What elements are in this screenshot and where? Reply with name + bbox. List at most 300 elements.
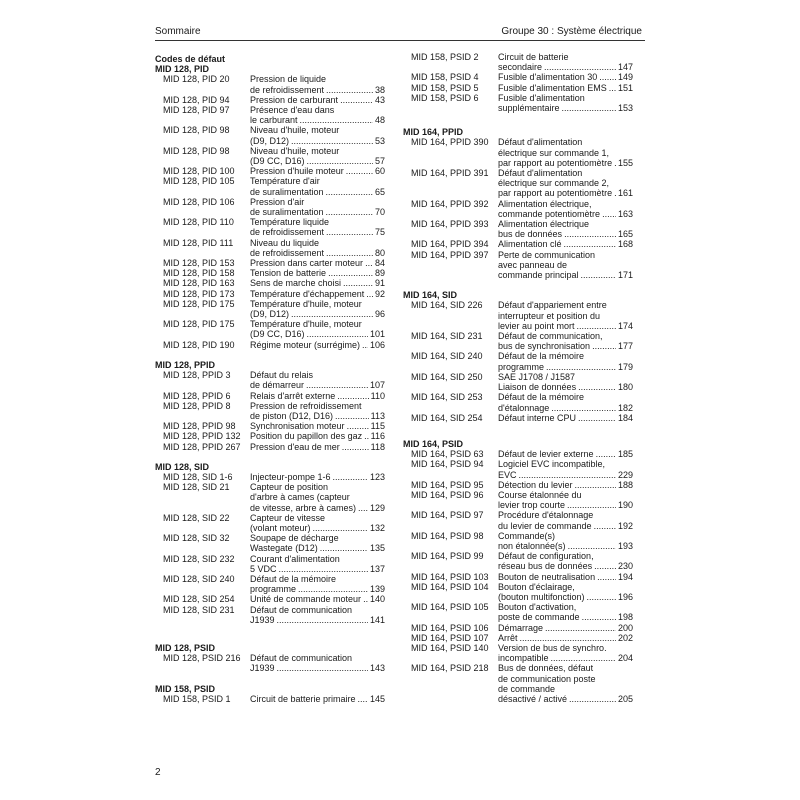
- dot-leader: [596, 449, 616, 459]
- entry-text: de refroidissement: [250, 84, 325, 95]
- entry-text: secondaire: [498, 62, 543, 73]
- entry-line: [498, 500, 633, 510]
- entry-text: désactivé / activé: [498, 693, 568, 704]
- entry-text: par rapport au potentiomètre: [498, 157, 613, 168]
- entry-code: MID 164, PSID 95: [411, 479, 484, 490]
- toc-entry: [403, 602, 633, 622]
- dot-leader: [326, 227, 373, 237]
- dot-leader: [358, 503, 368, 513]
- entry-line: [498, 561, 633, 571]
- entry-line: Défaut du relais: [250, 370, 314, 381]
- entry-description: [498, 351, 633, 371]
- entry-description: [250, 653, 385, 673]
- entry-page: 168: [617, 239, 633, 250]
- entry-code: MID 128, PID 175: [163, 319, 235, 330]
- entry-page: 151: [617, 82, 633, 93]
- entry-line: Capteur de vitesse: [250, 512, 326, 523]
- entry-code: MID 128, PPID 98: [163, 421, 236, 432]
- entry-code: MID 128, PID 110: [163, 217, 234, 228]
- entry-line: [250, 472, 385, 482]
- entry-line: [498, 480, 633, 490]
- entry-page: 70: [374, 207, 385, 218]
- entry-line: [250, 584, 385, 594]
- entry-description: [250, 95, 385, 105]
- toc-entry: [403, 137, 633, 168]
- entry-line: interrupteur et position du: [498, 310, 601, 321]
- entry-line: de commande: [498, 683, 556, 694]
- dot-leader: [300, 115, 373, 125]
- entry-code: MID 128, PID 98: [163, 125, 230, 136]
- entry-line: Pression de liquide: [250, 74, 327, 85]
- dot-leader: [326, 248, 373, 258]
- entry-line: [498, 341, 633, 351]
- toc-entry: [155, 370, 385, 390]
- entry-description: [498, 531, 633, 551]
- entry-line: [250, 289, 385, 299]
- entry-code: MID 128, PID 20: [163, 74, 230, 85]
- entry-text: (volant moteur): [250, 522, 311, 533]
- toc-entry: [155, 653, 385, 673]
- toc-entry: [155, 594, 385, 604]
- entry-line: [498, 653, 633, 663]
- entry-line: Défaut de communication: [250, 653, 353, 664]
- entry-line: Défaut d'alimentation: [498, 137, 583, 148]
- entry-page: 174: [617, 320, 633, 331]
- dot-leader: [575, 480, 616, 490]
- dot-leader: [602, 209, 616, 219]
- entry-code: MID 164, PSID 105: [411, 602, 489, 613]
- toc-entry: [155, 217, 385, 237]
- entry-description: [498, 602, 633, 622]
- dot-leader: [364, 431, 369, 441]
- entry-description: [250, 176, 385, 196]
- entry-text: Unité de commande moteur: [250, 594, 362, 605]
- entry-line: Niveau d'huile, moteur: [250, 125, 340, 136]
- entry-page: 149: [617, 72, 633, 83]
- entry-page: 196: [617, 591, 633, 602]
- toc-entry: [403, 663, 633, 704]
- section-heading: MID 164, SID: [403, 290, 458, 301]
- entry-page: 129: [369, 502, 385, 513]
- toc-entry: [403, 510, 633, 530]
- entry-page: 84: [374, 258, 385, 269]
- entry-text: Tension de batterie: [250, 268, 327, 279]
- entry-code: MID 128, PID 153: [163, 258, 235, 269]
- dot-leader: [582, 612, 616, 622]
- toc-entry: [403, 239, 633, 249]
- entry-line: Défaut de communication: [250, 604, 353, 615]
- dot-leader: [594, 521, 616, 531]
- dot-leader: [340, 95, 373, 105]
- entry-line: [250, 663, 385, 673]
- entry-text: non étalonnée(s): [498, 540, 566, 551]
- entry-line: Température d'huile, moteur: [250, 298, 362, 309]
- entry-line: [498, 62, 633, 72]
- entry-text: bus de données: [498, 229, 563, 240]
- entry-text: Démarrage: [498, 622, 544, 633]
- entry-code: MID 164, PSID 103: [411, 571, 489, 582]
- entry-page: 155: [617, 157, 633, 168]
- entry-text: supplémentaire: [498, 103, 560, 114]
- dot-leader: [307, 156, 373, 166]
- entry-description: [498, 582, 633, 602]
- dot-leader: [599, 72, 616, 82]
- entry-line: [498, 572, 633, 582]
- dot-leader: [519, 470, 616, 480]
- dot-leader: [564, 229, 616, 239]
- toc-entry: [403, 300, 633, 331]
- entry-description: [498, 510, 633, 530]
- entry-code: MID 128, PID 98: [163, 145, 230, 156]
- entry-code: MID 164, PSID 98: [411, 530, 484, 541]
- toc-entry: [155, 340, 385, 350]
- entry-page: 38: [374, 84, 385, 95]
- entry-page: 89: [374, 268, 385, 279]
- dot-leader: [363, 594, 368, 604]
- dot-leader: [544, 62, 616, 72]
- section-heading: MID 164, PPID: [403, 127, 464, 138]
- entry-text: J1939: [250, 614, 275, 625]
- toc-entry: [155, 431, 385, 441]
- entry-description: [498, 392, 633, 412]
- entry-code: MID 128, SID 232: [163, 553, 235, 564]
- toc-entry: [155, 74, 385, 94]
- entry-line: [498, 612, 633, 622]
- entry-line: Capteur de position: [250, 482, 329, 493]
- entry-line: [498, 449, 633, 459]
- entry-page: 193: [617, 540, 633, 551]
- entry-line: [498, 521, 633, 531]
- entry-line: [250, 329, 385, 339]
- dot-leader: [551, 653, 616, 663]
- toc-entry: [155, 421, 385, 431]
- entry-line: [498, 270, 633, 280]
- entry-code: MID 128, PID 106: [163, 196, 235, 207]
- entry-line: Procédure d'étalonnage: [498, 510, 594, 521]
- dot-leader: [366, 289, 373, 299]
- entry-text: Fusible d'alimentation EMS: [498, 82, 607, 93]
- entry-line: [250, 523, 385, 533]
- entry-text: Défaut de levier externe: [498, 449, 594, 460]
- entry-line: Commande(s): [498, 530, 556, 541]
- entry-code: MID 128, PID 111: [163, 237, 234, 248]
- entry-line: [250, 227, 385, 237]
- entry-page: 200: [617, 622, 633, 633]
- entry-line: [250, 340, 385, 350]
- entry-line: Pression d'air: [250, 196, 305, 207]
- entry-text: de refroidissement: [250, 227, 325, 238]
- dot-leader: [362, 340, 368, 350]
- entry-line: [250, 543, 385, 553]
- toc-entry: [403, 633, 633, 643]
- entry-page: 188: [617, 479, 633, 490]
- entry-code: MID 158, PSID 4: [411, 72, 479, 83]
- entry-text: de suralimentation: [250, 207, 324, 218]
- entry-description: [250, 238, 385, 258]
- entry-page: 230: [617, 561, 633, 572]
- dot-leader: [279, 564, 368, 574]
- entry-line: Défaut d'alimentation: [498, 168, 583, 179]
- entry-page: 60: [374, 166, 385, 177]
- dot-leader: [594, 561, 616, 571]
- entry-page: 147: [617, 62, 633, 73]
- toc-entry: [403, 52, 633, 72]
- entry-line: de communication poste: [498, 673, 596, 684]
- dot-leader: [551, 403, 616, 413]
- entry-text: du levier de commande: [498, 520, 592, 531]
- entry-page: 190: [617, 500, 633, 511]
- entry-text: J1939: [250, 663, 275, 674]
- toc-entry: [155, 299, 385, 319]
- entry-line: Présence d'eau dans: [250, 105, 335, 116]
- dot-leader: [568, 541, 616, 551]
- entry-line: Niveau du liquide: [250, 237, 320, 248]
- entry-page: 205: [617, 693, 633, 704]
- entry-code: MID 128, SID 254: [163, 594, 235, 605]
- entry-text: Pression dans carter moteur: [250, 258, 364, 269]
- entry-line: Logiciel EVC incompatible,: [498, 459, 606, 470]
- entry-line: [250, 694, 385, 704]
- toc-entry: [403, 449, 633, 459]
- entry-code: MID 164, SID 250: [411, 371, 483, 382]
- entry-line: Pression de refroidissement: [250, 400, 362, 411]
- entry-text: Régime moteur (surrégime): [250, 339, 361, 350]
- section-heading: MID 128, PPID: [155, 359, 216, 370]
- entry-line: Bouton d'éclairage,: [498, 581, 575, 592]
- dot-leader: [326, 85, 373, 95]
- entry-line: [250, 503, 385, 513]
- entry-page: 139: [369, 584, 385, 595]
- entry-line: [250, 115, 385, 125]
- entry-description: [498, 572, 633, 582]
- dot-leader: [326, 207, 373, 217]
- toc-entry: [403, 643, 633, 663]
- entry-description: [498, 663, 633, 704]
- entry-description: [498, 239, 633, 249]
- entry-description: [250, 278, 385, 288]
- entry-code: MID 128, PPID 267: [163, 441, 241, 452]
- entry-page: 194: [617, 571, 633, 582]
- section-heading: MID 158, PSID: [155, 683, 216, 694]
- entry-text: de vitesse, arbre à cames): [250, 502, 357, 513]
- entry-page: 198: [617, 612, 633, 623]
- entry-code: MID 128, PPID 132: [163, 431, 241, 442]
- toc-entry: [155, 125, 385, 145]
- dot-leader: [545, 623, 616, 633]
- toc-entry: [155, 574, 385, 594]
- entry-code: MID 164, PPID 394: [411, 239, 489, 250]
- entry-code: MID 128, SID 240: [163, 573, 235, 584]
- toc-entry: [155, 513, 385, 533]
- entry-description: [250, 258, 385, 268]
- entry-text: Alimentation clé: [498, 239, 562, 250]
- entry-line: électrique sur commande 1,: [498, 147, 610, 158]
- entry-description: [498, 72, 633, 82]
- entry-code: MID 128, PID 97: [163, 105, 230, 116]
- entry-code: MID 158, PSID 6: [411, 92, 479, 103]
- entry-line: Température d'air: [250, 176, 320, 187]
- entry-line: [498, 209, 633, 219]
- entry-description: [250, 554, 385, 574]
- entry-page: 65: [374, 186, 385, 197]
- entry-text: Détection du levier: [498, 479, 573, 490]
- entry-page: 182: [617, 402, 633, 413]
- toc-entry: [155, 554, 385, 574]
- entry-line: [250, 442, 385, 452]
- entry-code: MID 164, PSID 218: [411, 663, 489, 674]
- entry-line: SAE J1708 / J1587: [498, 371, 576, 382]
- entry-description: [498, 449, 633, 459]
- entry-code: MID 164, PPID 397: [411, 249, 489, 260]
- entry-description: [498, 93, 633, 113]
- entry-text: Défaut interne CPU: [498, 412, 577, 423]
- entry-code: MID 128, SID 1-6: [163, 471, 233, 482]
- entry-code: MID 128, SID 21: [163, 482, 230, 493]
- entry-line: [498, 382, 633, 392]
- entry-code: MID 128, PID 163: [163, 278, 235, 289]
- toc-entry: [155, 146, 385, 166]
- entry-text: Liaison de données: [498, 382, 577, 393]
- section-heading: Codes de défaut: [155, 54, 226, 64]
- entry-text: le carburant: [250, 115, 298, 126]
- entry-code: MID 164, SID 231: [411, 331, 483, 342]
- entry-description: [498, 643, 633, 663]
- entry-code: MID 128, PPID 8: [163, 400, 231, 411]
- entry-line: Circuit de batterie: [498, 52, 569, 62]
- entry-page: 91: [374, 278, 385, 289]
- entry-page: 96: [374, 309, 385, 320]
- dot-leader: [326, 187, 373, 197]
- toc-entry: [155, 391, 385, 401]
- entry-line: Version de bus de synchro.: [498, 642, 607, 653]
- entry-page: 116: [370, 431, 385, 442]
- entry-text: (D9 CC, D16): [250, 329, 305, 340]
- entry-code: MID 164, PPID 393: [411, 219, 489, 230]
- entry-description: [498, 480, 633, 490]
- entry-description: [498, 413, 633, 423]
- entry-page: 115: [370, 421, 385, 432]
- entry-page: 177: [617, 341, 633, 352]
- entry-text: Bouton de neutralisation: [498, 571, 596, 582]
- dot-leader: [298, 584, 368, 594]
- entry-description: [498, 168, 633, 199]
- dot-leader: [578, 382, 616, 392]
- entry-page: 43: [374, 94, 385, 105]
- entry-line: [250, 85, 385, 95]
- entry-description: [498, 633, 633, 643]
- toc-entry: [155, 166, 385, 176]
- dot-leader: [358, 694, 368, 704]
- toc-entry: [155, 95, 385, 105]
- entry-code: MID 164, PPID 392: [411, 198, 489, 209]
- entry-page: 107: [369, 380, 385, 391]
- entry-page: 123: [369, 471, 385, 482]
- entry-line: [250, 380, 385, 390]
- dot-leader: [614, 158, 616, 168]
- entry-line: [250, 564, 385, 574]
- entry-page: 204: [617, 653, 633, 664]
- entry-text: Synchronisation moteur: [250, 421, 345, 432]
- toc-entry: [403, 199, 633, 219]
- entry-description: [250, 482, 385, 513]
- entry-text: par rapport au potentiomètre: [498, 188, 613, 199]
- entry-description: [250, 370, 385, 390]
- entry-description: [498, 250, 633, 281]
- entry-text: (D9, D12): [250, 135, 290, 146]
- dot-leader: [291, 136, 373, 146]
- entry-line: [498, 403, 633, 413]
- entry-page: 48: [374, 115, 385, 126]
- entry-text: commande potentiomètre: [498, 208, 601, 219]
- entry-text: (bouton multifonction): [498, 591, 585, 602]
- entry-description: [250, 166, 385, 176]
- toc-entry: [155, 482, 385, 513]
- section-heading: MID 128, SID: [155, 461, 210, 472]
- toc-entry: [155, 238, 385, 258]
- entry-code: MID 158, PSID 5: [411, 82, 479, 93]
- entry-description: [498, 490, 633, 510]
- entry-code: MID 128, PID 94: [163, 94, 230, 105]
- entry-page: 140: [369, 594, 385, 605]
- entry-text: Pression de carburant: [250, 94, 339, 105]
- toc-entry: [155, 472, 385, 482]
- entry-line: [250, 615, 385, 625]
- entry-text: Injecteur-pompe 1-6: [250, 471, 331, 482]
- toc-entry: [155, 197, 385, 217]
- entry-text: levier trop courte: [498, 500, 566, 511]
- dot-leader: [546, 362, 616, 372]
- toc-entry: [403, 413, 633, 423]
- entry-description: [498, 219, 633, 239]
- toc-entry: [403, 459, 633, 479]
- entry-line: Défaut de communication,: [498, 331, 603, 342]
- entry-line: Perte de communication: [498, 249, 596, 260]
- toc-entry: [403, 331, 633, 351]
- entry-line: [250, 421, 385, 431]
- entry-code: MID 128, PID 105: [163, 176, 235, 187]
- entry-page: 192: [617, 520, 633, 531]
- entry-line: [250, 156, 385, 166]
- entry-description: [498, 137, 633, 168]
- dot-leader: [564, 239, 616, 249]
- toc-entry: [403, 168, 633, 199]
- dot-leader: [569, 694, 616, 704]
- entry-text: Température d'échappement: [250, 288, 365, 299]
- entry-line: Course étalonnée du: [498, 489, 582, 500]
- entry-line: [250, 258, 385, 268]
- entry-description: [250, 105, 385, 125]
- dot-leader: [597, 572, 616, 582]
- entry-line: Défaut de la mémoire: [250, 573, 337, 584]
- entry-code: MID 128, PID 190: [163, 339, 235, 350]
- entry-page: 75: [374, 227, 385, 238]
- dot-leader: [335, 411, 369, 421]
- toc-entry: [403, 582, 633, 602]
- entry-line: [498, 72, 633, 82]
- entry-code: MID 164, SID 253: [411, 392, 483, 403]
- entry-line: [250, 411, 385, 421]
- dot-leader: [592, 341, 616, 351]
- entry-description: [250, 299, 385, 319]
- entry-page: 137: [369, 563, 385, 574]
- entry-code: MID 128, PID 173: [163, 288, 235, 299]
- entry-page: 110: [370, 390, 385, 401]
- entry-description: [250, 319, 385, 339]
- entry-text: Pression d'huile moteur: [250, 166, 344, 177]
- entry-line: d'arbre à cames (capteur: [250, 492, 350, 503]
- entry-description: [250, 442, 385, 452]
- entry-text: incompatible: [498, 653, 549, 664]
